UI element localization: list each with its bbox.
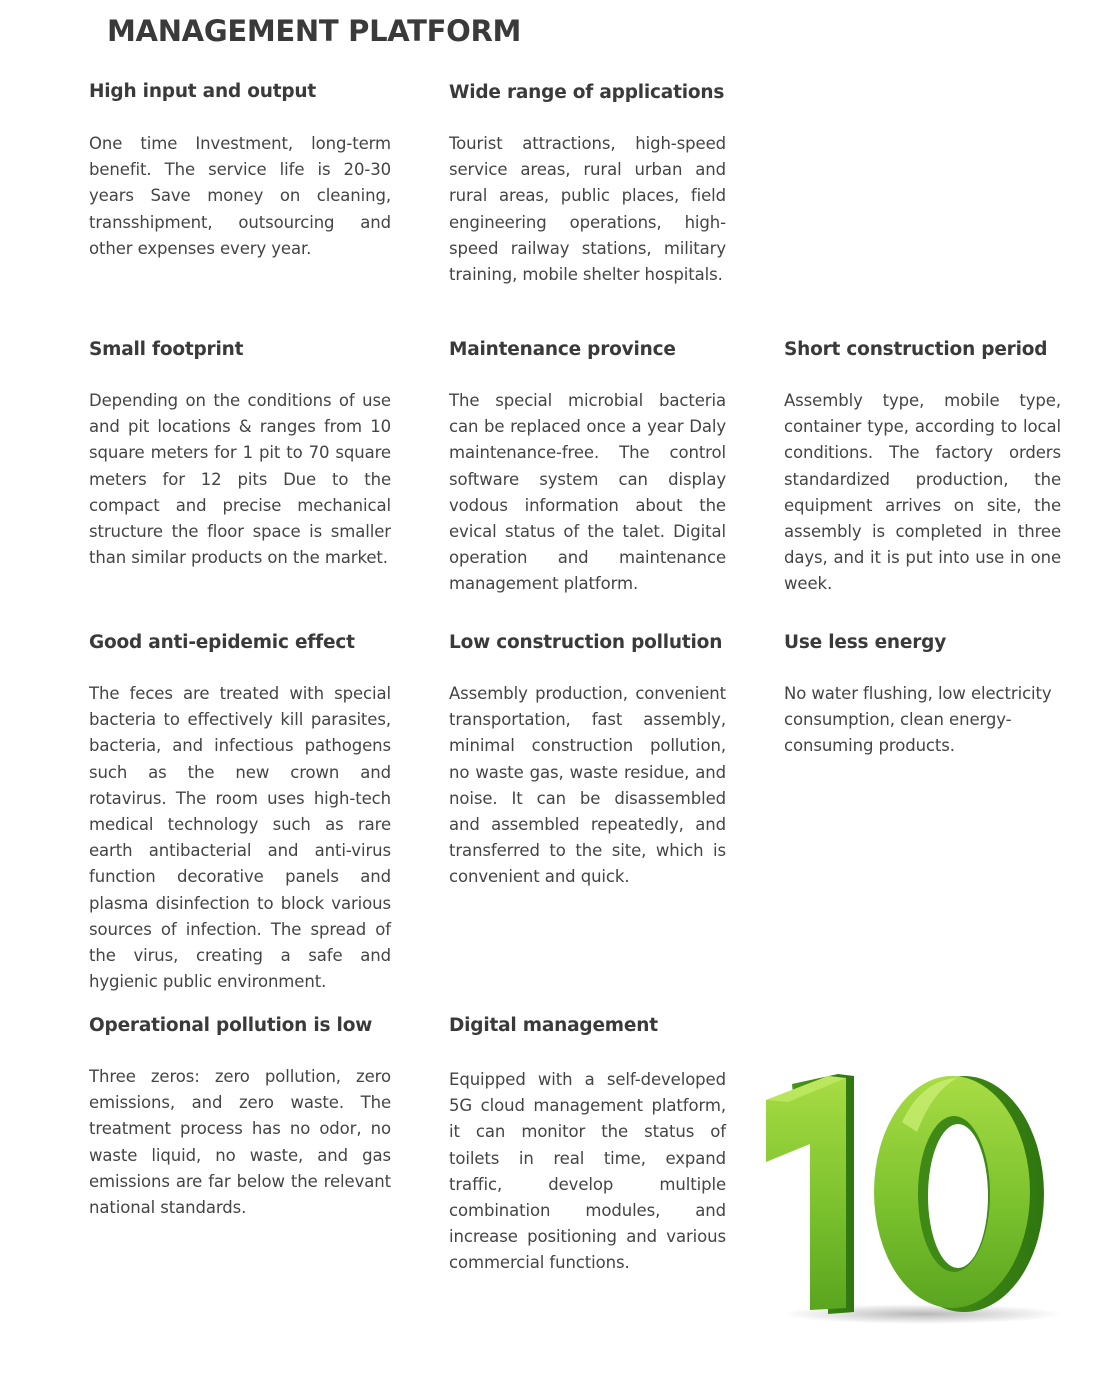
number-ten-graphic: [752, 1062, 1062, 1332]
page-title: MANAGEMENT PLATFORM: [107, 14, 522, 48]
digit-one-face: [766, 1076, 846, 1310]
section-body: The special microbial bacteria can be replaced once a year Daly maintenance-free. The control software system can display vodous information about the evical status of the talet. Digital operation and maintenance management platform.: [449, 391, 726, 594]
section-heading: Use less energy: [784, 632, 947, 653]
section-heading: High input and output: [89, 81, 317, 102]
section-high-input: [89, 80, 391, 262]
section-body: The feces are treated with special bacteria to effectively kill parasites, bacteria, and infectious pathogens such as the new crown and rotavirus. The room uses high-tech medical technology such as rare earth antibacterial and anti-virus function decorative panels and plasma disinfection to block various sources of infection. The spread of the virus, creating a safe and hygienic public environment.: [89, 684, 391, 992]
section-heading: Good anti-epidemic effect: [89, 632, 355, 653]
section-heading: Low construction pollution: [449, 632, 723, 653]
section-heading: Operational pollution is low: [89, 1015, 373, 1036]
section-heading: Short construction period: [784, 339, 1048, 360]
section-digital-management: [449, 1014, 726, 1277]
section-heading: Wide range of applications: [449, 82, 725, 103]
section-wide-range: [449, 81, 726, 288]
section-anti-epidemic: [89, 631, 391, 995]
section-body: Equipped with a self-developed 5G cloud management platform, it can monitor the status of toilets in real time, expand traffic, develop multiple combination modules, and increase positioning and various commercial functions.: [449, 1070, 726, 1273]
section-operational-pollution: [89, 1014, 391, 1221]
section-heading: Digital management: [449, 1015, 658, 1036]
section-body: Assembly production, convenient transportation, fast assembly, minimal construction pollution, no waste gas, waste residue, and noise. It can be disassembled and assembled repeatedly, and transferred to the site, which is convenient and quick.: [449, 684, 726, 887]
number-ten-svg: [752, 1062, 1062, 1332]
section-low-construction-pollution: [449, 631, 726, 891]
section-body: One time Investment, long-term benefit. The service life is 20-30 years Save money on cleaning, transshipment, outsourcing and other expenses every year.: [89, 134, 391, 258]
section-body: Three zeros: zero pollution, zero emissions, and zero waste. The treatment process has no odor, no waste liquid, no waste, and gas emissions are far below the relevant national standards.: [89, 1067, 391, 1218]
section-heading: Maintenance province: [449, 339, 676, 360]
digit-zero-hole: [928, 1124, 988, 1268]
section-body: Assembly type, mobile type, container type, according to local conditions. The factory orders standardized production, the equipment arrives on site, the assembly is completed in three days, and it is put into use in one week.: [784, 391, 1061, 594]
section-less-energy: [784, 631, 1061, 760]
section-body: Tourist attractions, high-speed service areas, rural urban and rural areas, public places, field engineering operations, high-speed railway stations, military training, mobile shelter hospitals.: [449, 134, 726, 285]
section-small-footprint: [89, 338, 391, 571]
section-short-construction: [784, 338, 1061, 598]
section-heading: Small footprint: [89, 339, 244, 360]
section-maintenance: [449, 338, 726, 598]
section-body: No water flushing, low electricity consumption, clean energy-consuming products.: [784, 684, 1052, 756]
section-body: Depending on the conditions of use and pit locations & ranges from 10 square meters for 1 pit to 70 square meters for 12 pits Due to the compact and precise mechanical structure the floor space is smaller than similar products on the market.: [89, 391, 391, 568]
